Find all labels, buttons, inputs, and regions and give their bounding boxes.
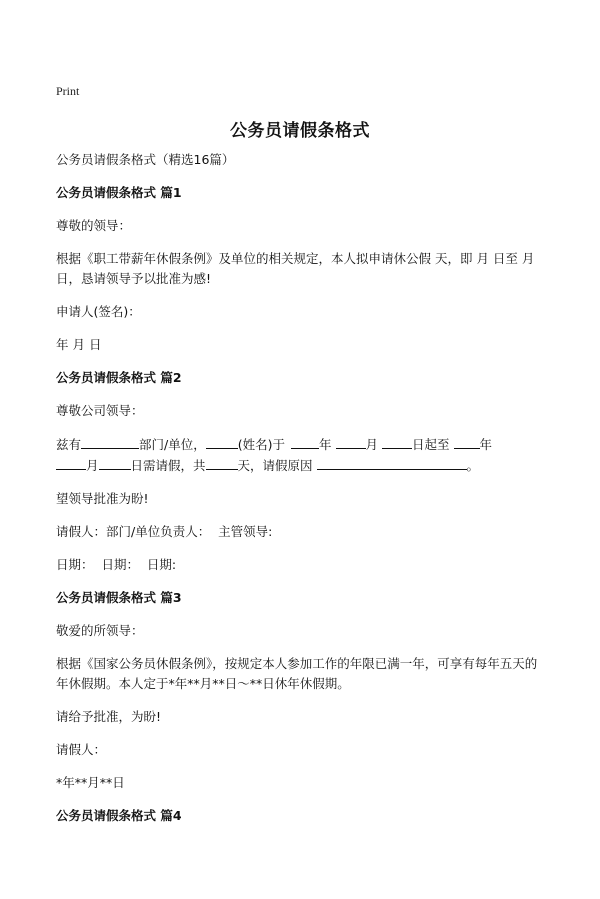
form-text: 部门/单位， — [139, 437, 206, 452]
document-body — [56, 150, 548, 839]
form-text: 月 — [86, 458, 99, 473]
form-text: 兹有 — [56, 437, 82, 452]
document-title: 公务员请假条格式 — [230, 121, 370, 141]
blank-line — [382, 434, 412, 449]
blank-line — [206, 455, 238, 470]
applicant-1: 申请人(签名)： — [56, 304, 141, 319]
section-heading-3: 公务员请假条格式 篇3 — [56, 590, 182, 605]
blank-line — [336, 434, 366, 449]
leave-form-text — [56, 434, 548, 476]
form-text: 年 — [479, 437, 493, 452]
blank-line — [99, 455, 131, 470]
form-text: 月 — [365, 437, 379, 452]
form-text: (姓名)于 — [237, 437, 285, 452]
request-2: 望领导批准为盼! — [56, 491, 149, 506]
request-3: 请给予批准，为盼! — [56, 709, 162, 724]
form-text: 日起至 — [412, 437, 450, 452]
date-line-3: *年**月**日 — [56, 775, 125, 790]
blank-line — [56, 455, 86, 470]
section-heading-2: 公务员请假条格式 篇2 — [56, 370, 182, 385]
form-text: 日需请假，共 — [130, 458, 206, 473]
dates-line: 日期： 日期： 日期: — [56, 557, 177, 572]
intro-text: 公务员请假条格式（精选16篇） — [56, 152, 235, 167]
blank-line — [291, 434, 319, 449]
body-text-3: 根据《国家公务员休假条例》，按规定本人参加工作的年限已满一年，可享有每年五天的年休假期。本人定于*年**月**日～**日休年休假期。 — [56, 656, 538, 691]
form-text: 年 — [319, 437, 332, 452]
salutation-1: 尊敬的领导： — [56, 218, 132, 233]
blank-line — [317, 455, 467, 470]
salutation-2: 尊敬公司领导： — [56, 403, 144, 418]
signers-line: 请假人：部门/单位负责人： 主管领导: — [56, 524, 273, 539]
applicant-3: 请假人： — [56, 742, 107, 757]
section-heading-4: 公务员请假条格式 篇4 — [56, 808, 182, 823]
form-text: 天，请假原因 — [237, 458, 313, 473]
blank-line — [81, 434, 139, 449]
salutation-3: 敬爱的所领导： — [56, 623, 144, 638]
section-heading-1: 公务员请假条格式 篇1 — [56, 185, 182, 200]
blank-line — [454, 434, 480, 449]
blank-line — [206, 434, 238, 449]
print-label: Print — [56, 84, 80, 98]
body-text-1: 根据《职工带薪年休假条例》及单位的相关规定，本人拟申请休公假 天，即 月 日至 月 日，恳请领导予以批准为感! — [56, 251, 539, 286]
date-line-1: 年 月 日 — [56, 337, 102, 352]
form-text: 。 — [466, 458, 480, 473]
